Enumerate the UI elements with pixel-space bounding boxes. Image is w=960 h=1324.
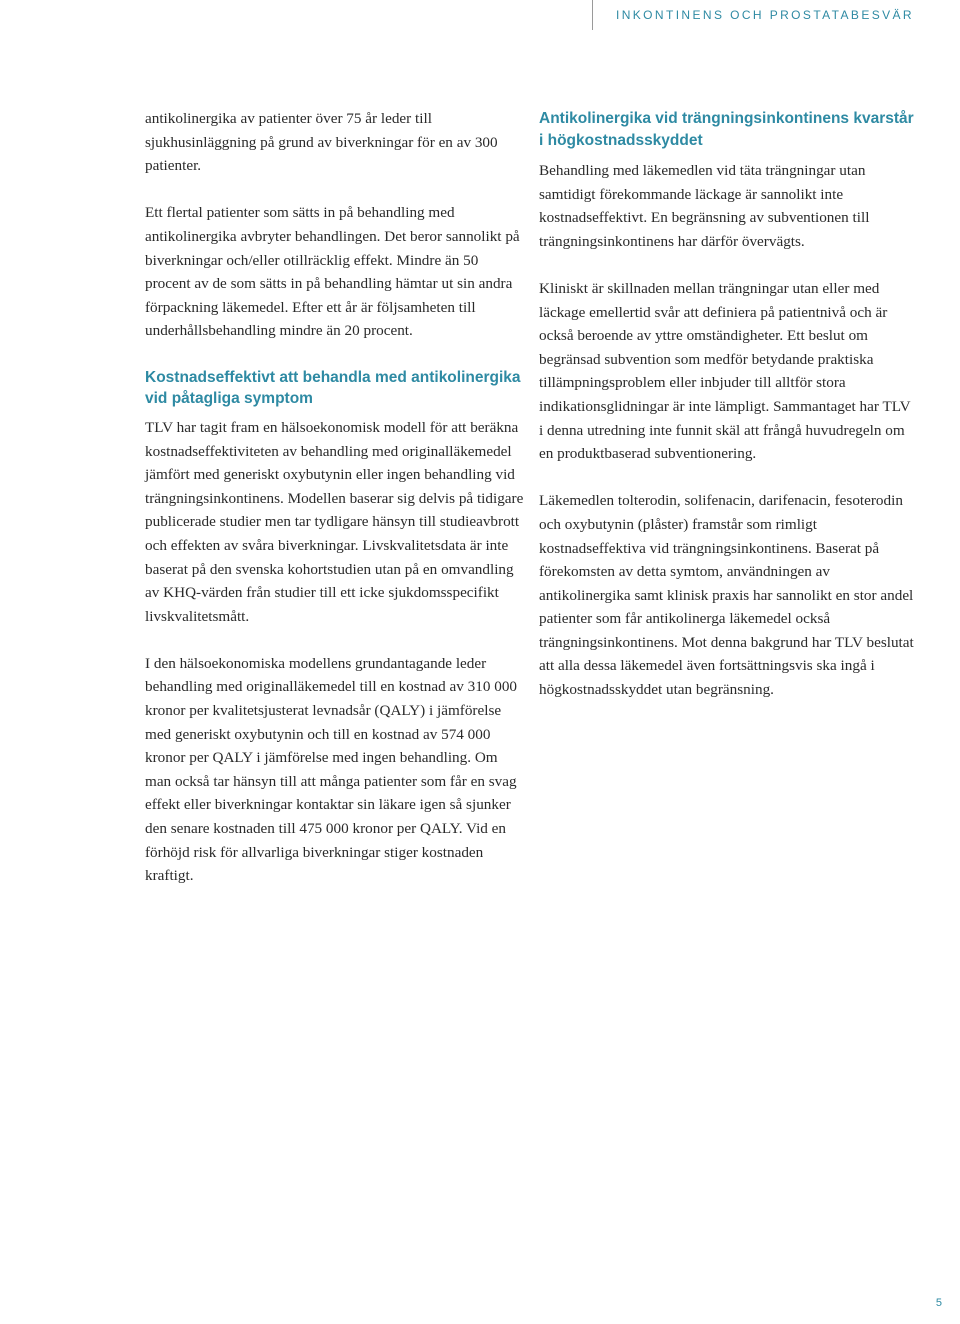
body-paragraph-1: antikolinergika av patienter över 75 år leder till sjukhusinläggning på grund av biverkningar för en av 300 patienter. [145,110,498,175]
page-number: 5 [935,1297,942,1309]
body-paragraph-5: Behandling med läkemedlen vid täta trängningar utan samtidigt förekommande läckage är sannolikt inte kostnadseffektivt. En begränsning av subventionen till trängningsinkontinens har därför övervägts. [539,162,870,250]
left-column [145,107,525,888]
body-paragraph-6: Kliniskt är skillnaden mellan trängningar utan eller med läckage emellertid svår att definiera på patientnivå och är också beroende av yttre omständigheter. Ett beslut om begränsad subvention som medför betydande praktiska tillämpningsproblem eller inbjuder till alltför stora indikationsglidningar är inte lämpligt. Sammantaget har TLV i denna utredning inte funnit skäl att frångå huvudregeln om en produktbaserad subventionering. [539,279,911,463]
body-paragraph-7: Läkemedlen tolterodin, solifenacin, darifenacin, fesoterodin och oxybutynin (plåster) framstår som rimligt kostnadseffektiva vid trängningsinkontinens. Baserat på förekomsten av detta symtom, användningen av antikolinergika samt klinisk praxis har sannolikt en stor andel patienter som får antikolinerga läkemedel också trängningsinkontinens. Mot denna bakgrund har TLV beslutat att alla dessa läkemedel även fortsättningsvis ska ingå i högkostnadsskyddet utan begränsning. [539,492,914,699]
section-heading-high-cost-protection: Antikolinergika vid trängningsinkontinens kvarstår i högkostnadsskyddet [539,110,914,149]
right-column [539,107,914,702]
body-paragraph-3: TLV har tagit fram en hälsoekonomisk modell för att beräkna kostnadseffektiviteten av behandling med originalläkemedel jämfört med generiskt oxybutynin eller ingen behandling vid trängningsinkontinens. Modellen baserar sig delvis på tidigare publicerade studier men tar tydligare hänsyn till studieavbrott och effekten av svåra biverkningar. Livskvalitetsdata är inte baserat på den svenska kohortstudien utan på en omvandling av KHQ-värden från studier till ett icke sjukdomsspecifikt livskvalitetsmått. [145,418,524,625]
body-paragraph-4: I den hälsoekonomiska modellens grundantagande leder behandling med originalläkemedel till en kostnad av 310 000 kronor per kvalitetsjusterat levnadsår (QALY) i jämförelse med generiskt oxybutynin och till en kostnad av 574 000 kronor per QALY i jämförelse med ingen behandling. Om man också tar hänsyn till att många patienter som får en svag effekt eller biverkningar kontaktar sin läkare igen så sjunker den senare kostnaden till 475 000 kronor per QALY. Vid en förhöjd risk för allvarliga biverkningar stiger kostnaden kraftigt. [145,654,518,885]
section-heading-cost-effectiveness: Kostnadseffektivt att behandla med antikolinergika vid påtagliga symptom [145,368,521,408]
running-header-title: INKONTINENS OCH PROSTATABESVÄR [615,8,914,22]
body-paragraph-2: Ett flertal patienter som sätts in på behandling med antikolinergika avbryter behandlingen. Det beror sannolikt på biverkningar och/eller otillräcklig effekt. Mindre än 50 procent av de som sätts in på behandling hämtar ut sin andra förpackning läkemedel. Efter ett år är följsamheten till underhållsbehandling mindre än 20 procent. [145,204,520,340]
header-divider [592,0,593,30]
